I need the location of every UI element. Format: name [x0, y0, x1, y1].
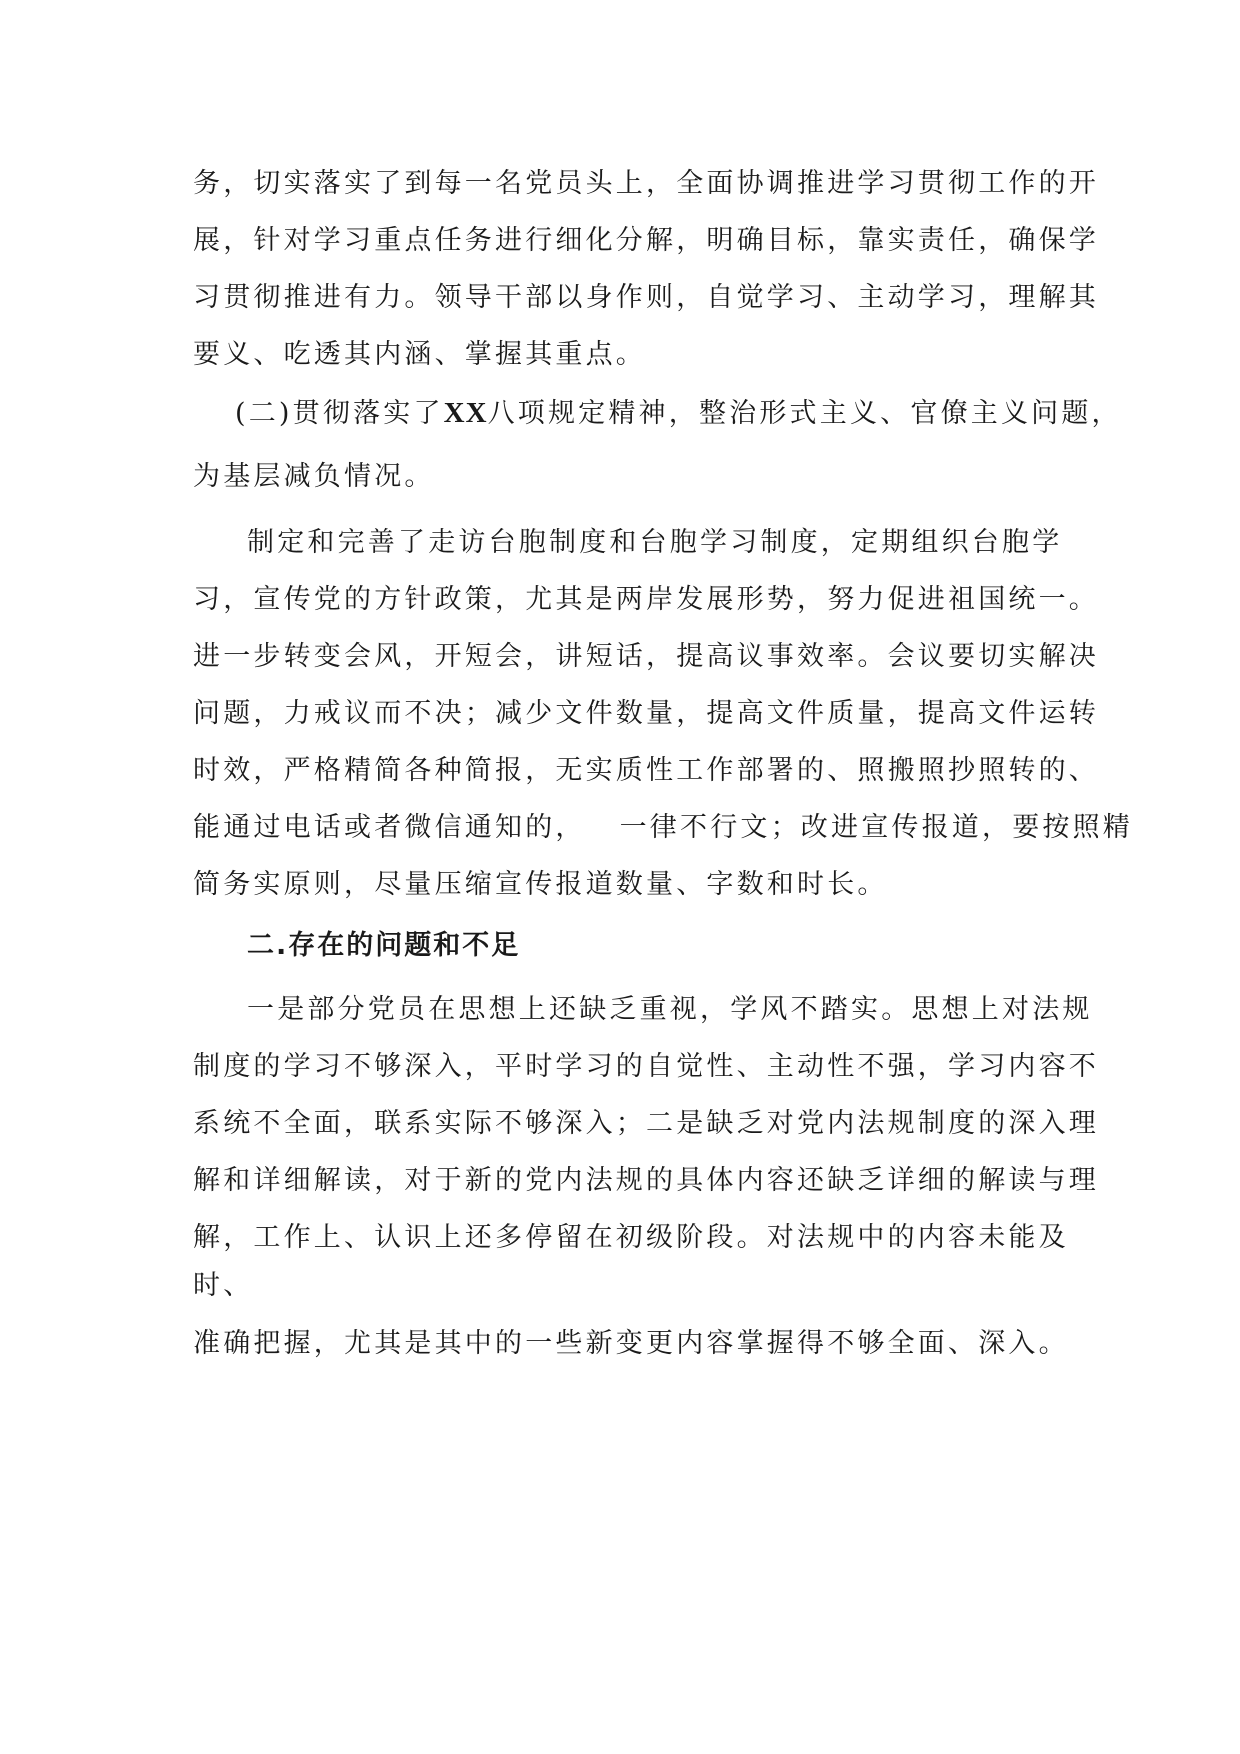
subheading-suffix: 八项规定精神，整治形式主义、官僚主义问题， [487, 398, 1122, 429]
paragraph-1-line-2: 展，针对学习重点任务进行细化分解，明确目标，靠实责任，确保学 [193, 225, 1099, 256]
section-2-title: 二.存在的问题和不足 [247, 930, 521, 961]
paragraph-3-line-7: 准确把握，尤其是其中的一些新变更内容掌握得不够全面、深入。 [193, 1328, 1069, 1359]
paragraph-2-line-4: 问题，力戒议而不决；减少文件数量，提高文件质量，提高文件运转 [193, 698, 1099, 729]
paragraph-1-line-3: 习贯彻推进有力。领导干部以身作则，自觉学习、主动学习，理解其 [193, 282, 1099, 313]
paragraph-3-line-6: 时、 [193, 1270, 254, 1301]
paragraph-1-line-4: 要义、吃透其内涵、掌握其重点。 [193, 339, 646, 370]
paragraph-2-line-6-part-b: 一律不行文；改进宣传报道，要按照精 [619, 812, 1134, 843]
paragraph-3-line-1: 一是部分党员在思想上还缺乏重视，学风不踏实。思想上对法规 [247, 994, 1093, 1025]
paragraph-3-line-3: 系统不全面，联系实际不够深入；二是缺乏对党内法规制度的深入理 [193, 1108, 1099, 1139]
paragraph-2-line-3: 进一步转变会风，开短会，讲短话，提高议事效率。会议要切实解决 [193, 641, 1099, 672]
paragraph-3-line-2: 制度的学习不够深入，平时学习的自觉性、主动性不强，学习内容不 [193, 1051, 1099, 1082]
subheading-line-2: 为基层减负情况。 [193, 461, 435, 492]
paragraph-2-line-7: 简务实原则，尽量压缩宣传报道数量、字数和时长。 [193, 869, 888, 900]
paragraph-2-line-2: 习，宣传党的方针政策，尤其是两岸发展形势，努力促进祖国统一。 [193, 584, 1099, 615]
paragraph-2-line-6 [193, 810, 1133, 846]
paragraph-1-line-1: 务，切实落实了到每一名党员头上，全面协调推进学习贯彻工作的开 [193, 168, 1099, 199]
paragraph-2-line-6-part-a: 能通过电话或者微信通知的， [193, 812, 586, 843]
subheading-line-1 [235, 395, 1122, 431]
paragraph-3-line-5: 解，工作上、认识上还多停留在初级阶段。对法规中的内容未能及 [193, 1222, 1069, 1253]
paragraph-2-line-1: 制定和完善了走访台胞制度和台胞学习制度，定期组织台胞学 [247, 527, 1063, 558]
paragraph-2-line-5: 时效，严格精简各种简报，无实质性工作部署的、照搬照抄照转的、 [193, 755, 1099, 786]
subheading-bold-term: XX [443, 397, 488, 429]
paragraph-3-line-4: 解和详细解读，对于新的党内法规的具体内容还缺乏详细的解读与理 [193, 1165, 1099, 1196]
subheading-prefix: (二)贯彻落实了 [235, 398, 444, 429]
